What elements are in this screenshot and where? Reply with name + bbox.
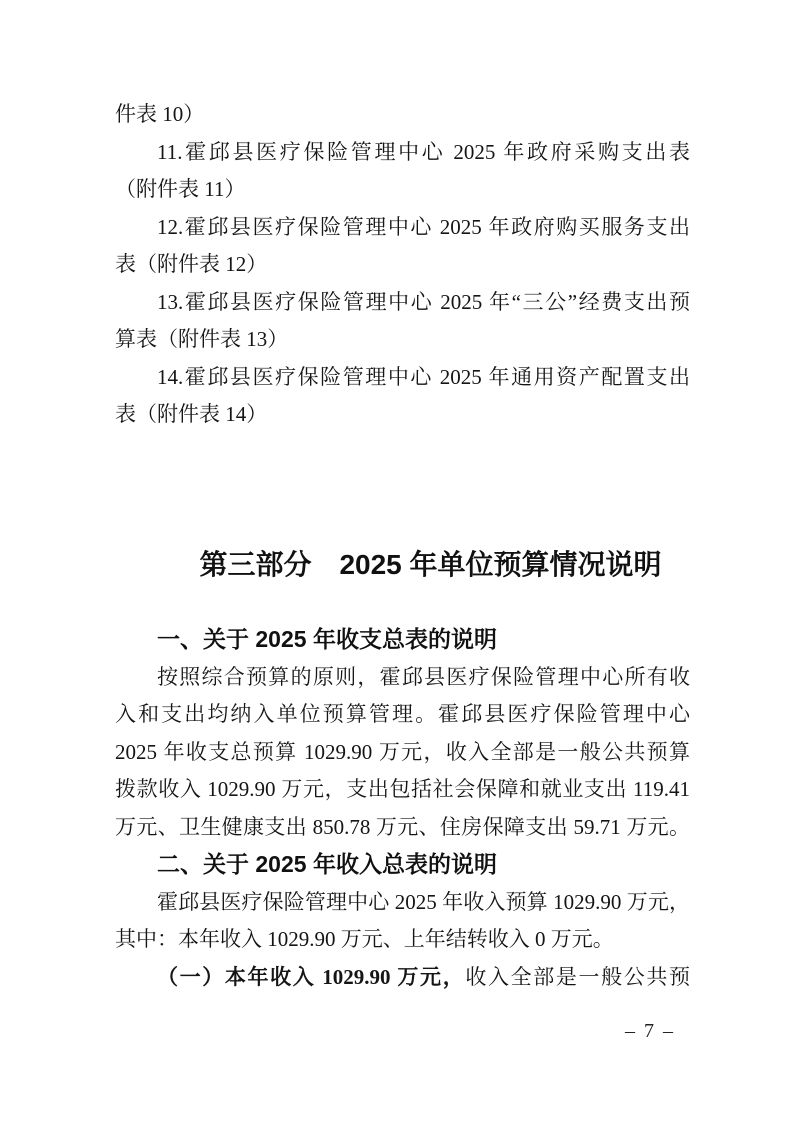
document-body	[115, 96, 690, 996]
income-item-bold-segment: （一）本年收入 1029.90 万元，	[157, 964, 466, 989]
section2-heading: 二、关于 2025 年收入总表的说明	[157, 851, 497, 877]
blank-line	[115, 584, 690, 622]
attachment-line: 算表（附件表 13）	[115, 327, 289, 351]
attachment-line: 13.霍邱县医疗保险管理中心 2025 年“三公”经费支出预	[157, 289, 690, 314]
blank-line	[115, 434, 690, 472]
part3-title: 第三部分 2025 年单位预算情况说明	[199, 549, 662, 580]
paragraph-line: 入和支出均纳入单位预算管理。霍邱县医疗保险管理中心	[115, 702, 690, 726]
paragraph-line: 拨款收入 1029.90 万元，支出包括社会保障和就业支出 119.41	[115, 777, 690, 801]
attachment-line: 表（附件表 14）	[115, 402, 268, 426]
attachment-line: （附件表 11）	[115, 177, 246, 201]
income-item-line	[115, 959, 690, 997]
paragraph-line: 2025 年收支总预算 1029.90 万元，收入全部是一般公共预算	[115, 739, 690, 764]
page-number: – 7 –	[625, 1020, 675, 1042]
paragraph-line: 其中：本年收入 1029.90 万元、上年结转收入 0 万元。	[115, 927, 614, 951]
attachment-line: 件表 10）	[115, 102, 205, 126]
blank-line	[115, 471, 690, 509]
paragraph-line: 按照综合预算的原则，霍邱县医疗保险管理中心所有收	[157, 664, 690, 689]
section1-heading: 一、关于 2025 年收支总表的说明	[157, 626, 497, 652]
paragraph-line: 万元、卫生健康支出 850.78 万元、住房保障支出 59.71 万元。	[115, 814, 690, 839]
attachment-line: 12.霍邱县医疗保险管理中心 2025 年政府购买服务支出	[157, 214, 690, 239]
income-item-regular-segment: 收入全部是一般公共预	[465, 964, 690, 989]
attachment-line: 14.霍邱县医疗保险管理中心 2025 年通用资产配置支出	[157, 364, 690, 389]
attachment-line: 表（附件表 12）	[115, 252, 268, 276]
attachment-line: 11.霍邱县医疗保险管理中心 2025 年政府采购支出表	[157, 139, 690, 164]
blank-line	[115, 509, 690, 547]
paragraph-line: 霍邱县医疗保险管理中心 2025 年收入预算 1029.90 万元，	[157, 889, 690, 914]
